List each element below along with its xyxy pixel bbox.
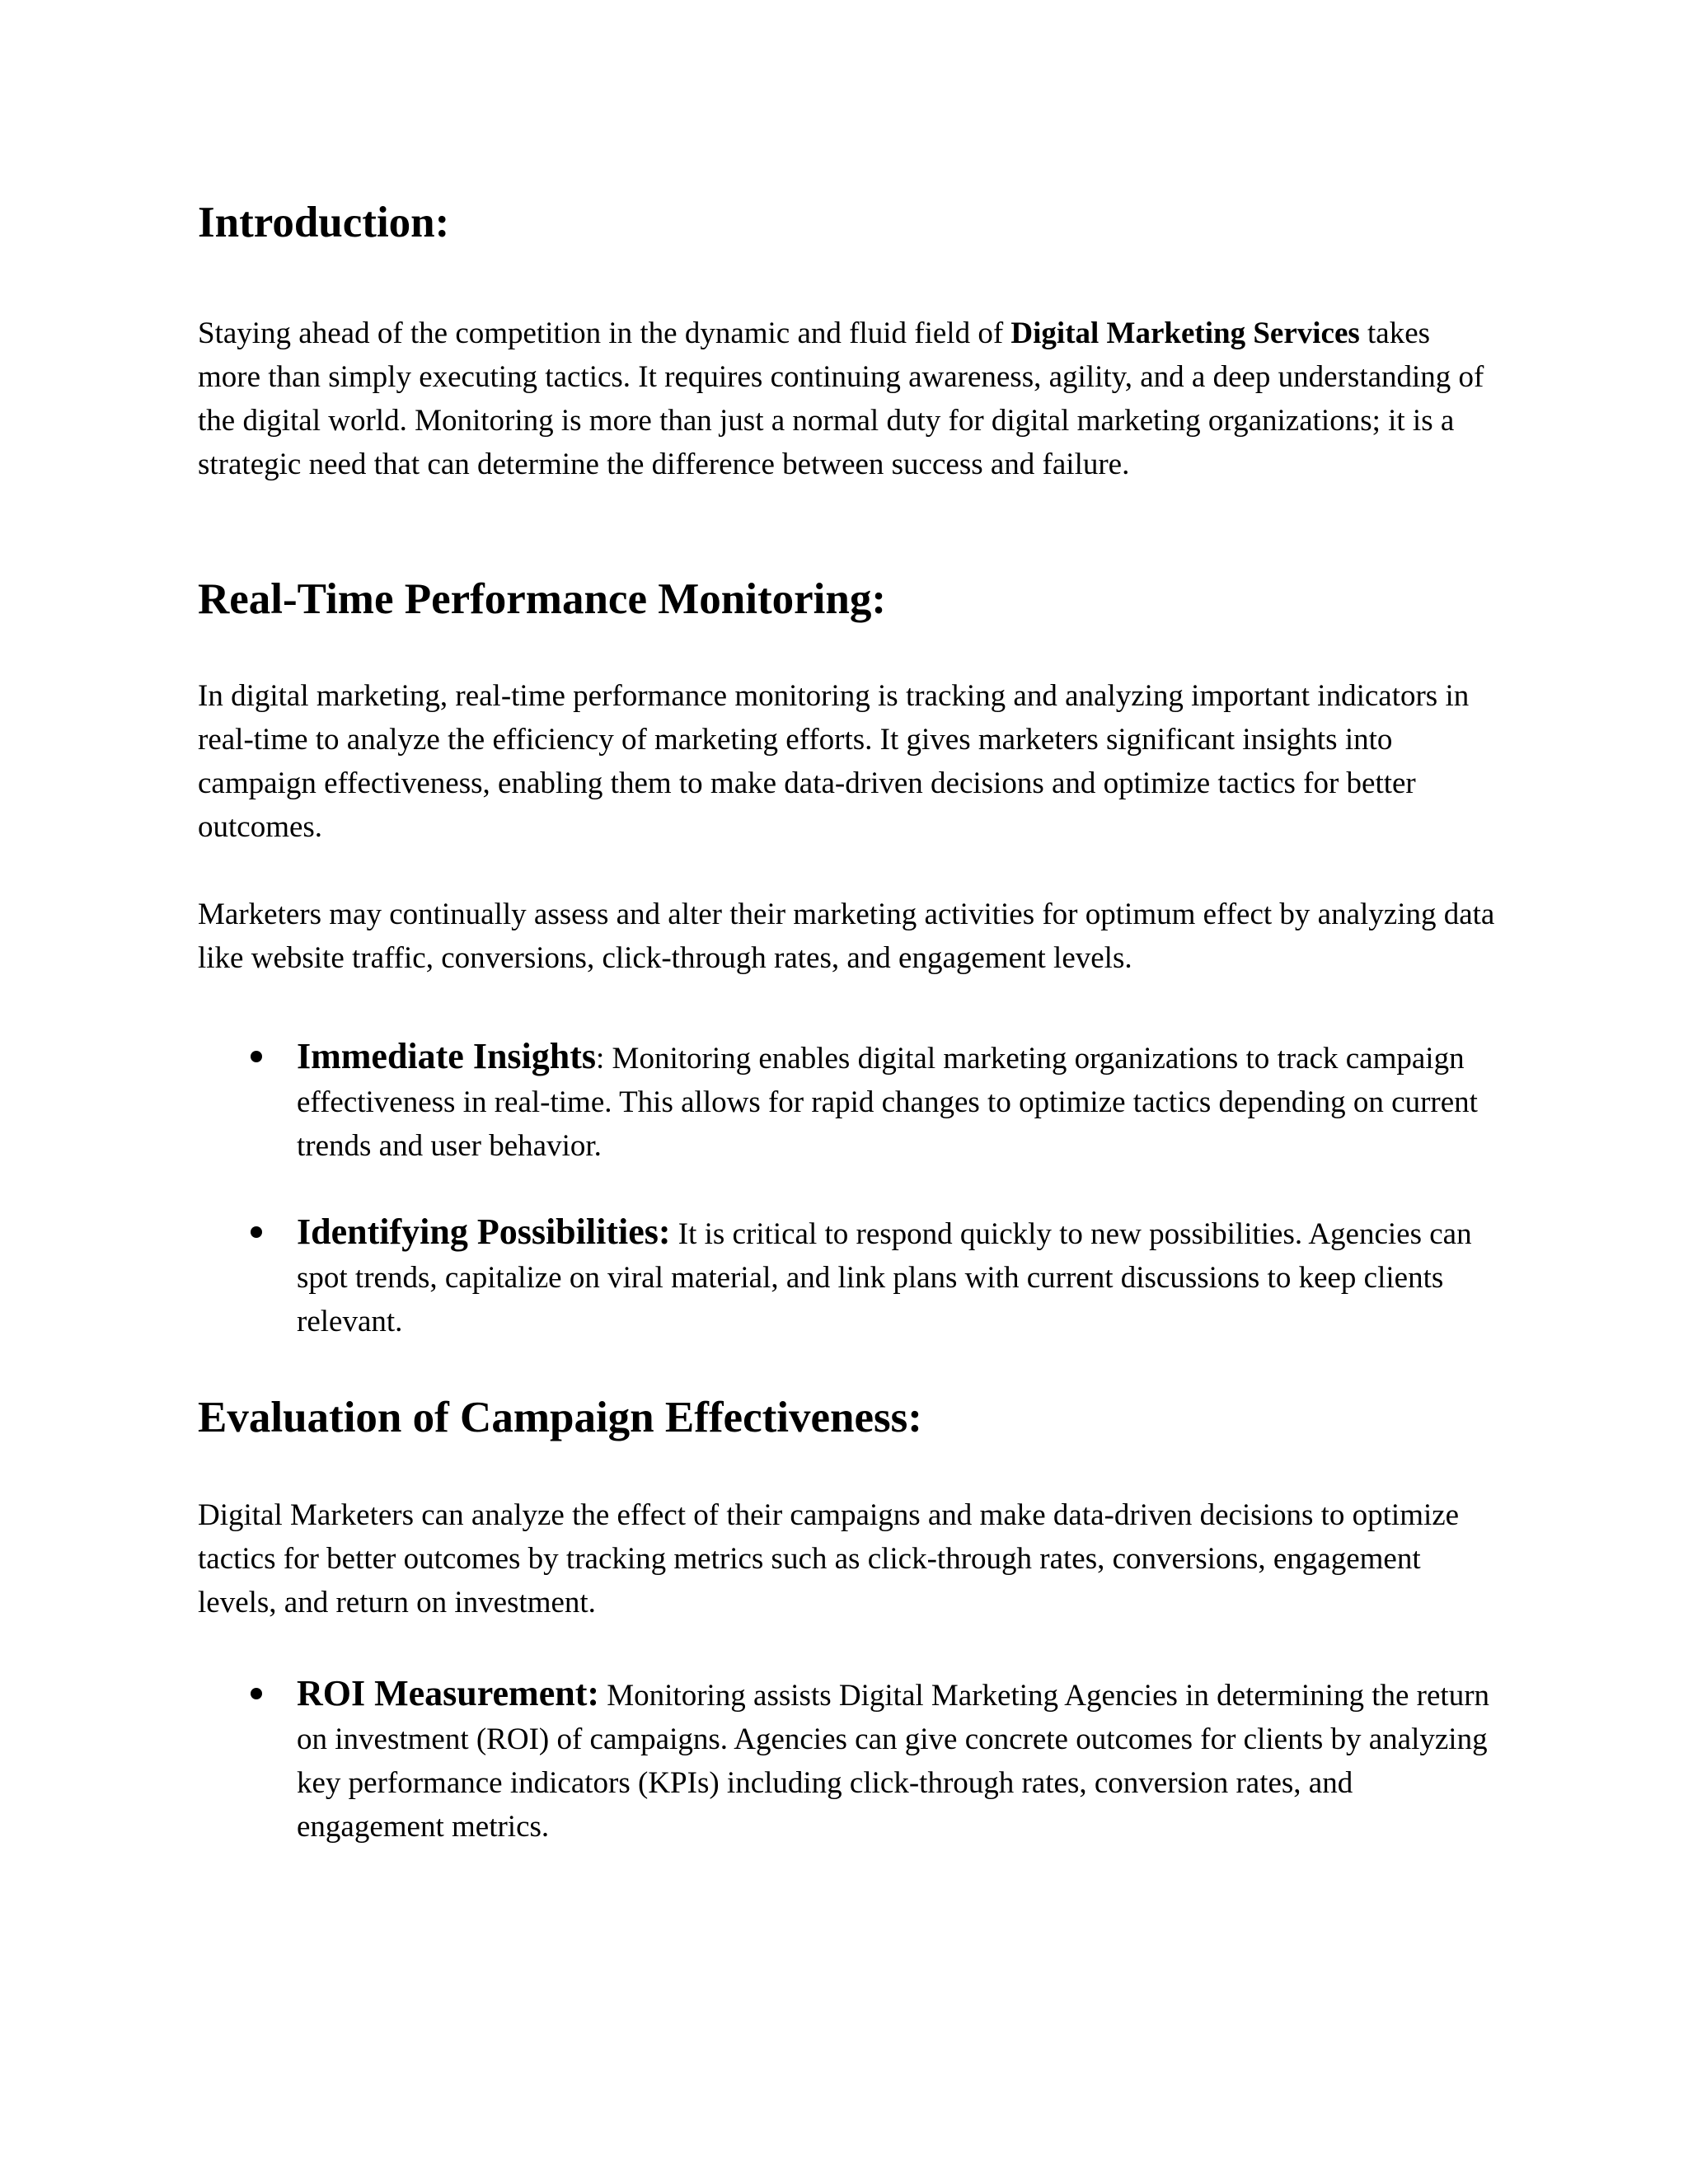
intro-heading: Introduction: [198,199,450,246]
bullet-body: It is critical to respond quickly to new possibilities. Agencies can spot trends, capitalize on viral material, and link plans with current discussions to keep clients relevant. [297,1217,1472,1338]
evaluation-paragraph-1: Digital Marketers can analyze the effect of their campaigns and make data-driven decisions to optimize tactics for better outcomes by tracking metrics such as click-through rates, conversions, engagement levels, and return on investment. [198,1498,1460,1619]
bullet-body: Monitoring assists Digital Marketing Agencies in determining the return on investment (ROI) of campaigns. Agencies can give concrete outcomes for clients by analyzing key performance indicators (KPIs) including click-through rates, conversion rates, and engagement metrics. [297,1679,1490,1844]
intro-text-start: Staying ahead of the competition in the dynamic and fluid field of [198,316,1011,350]
realtime-paragraph-1: In digital marketing, real-time performance monitoring is tracking and analyzing important indicators in real-time to analyze the efficiency of marketing efforts. It gives marketers significant insights into campaign effectiveness, enabling them to make data-driven decisions and optimize tactics for better outcomes. [198,679,1470,844]
bullet-dot-icon [251,1051,262,1062]
bullet-text [297,1034,1500,1168]
intro-text-bold: Digital Marketing Services [1010,316,1360,350]
intro-paragraph [198,312,1500,486]
bullet-body: : Monitoring enables digital marketing organizations to track campaign effectiveness in real-time. This allows for rapid changes to optimize tactics depending on current trends and user behavior. [297,1042,1478,1163]
evaluation-heading: Evaluation of Campaign Effectiveness: [198,1394,922,1441]
bullet-dot-icon [251,1688,262,1699]
realtime-heading: Real-Time Performance Monitoring: [198,575,886,623]
bullet-lead: Immediate Insights [297,1036,597,1076]
bullet-dot-icon [251,1226,262,1238]
bullet-text [297,1671,1500,1849]
bullet-lead: ROI Measurement: [297,1673,599,1713]
intro-text-end: takes more than simply executing tactics. It requires continuing awareness, agility, and a deep understanding of the digital world. Monitoring is more than just a normal duty for digital marketing organizations; it is a strategic need that can determine the difference between success and failure. [198,316,1484,481]
bullet-lead: Identifying Possibilities: [297,1212,671,1252]
bullet-text [297,1210,1500,1343]
realtime-paragraph-2: Marketers may continually assess and alter their marketing activities for optimum effect by analyzing data like website traffic, conversions, click-through rates, and engagement levels. [198,898,1495,975]
